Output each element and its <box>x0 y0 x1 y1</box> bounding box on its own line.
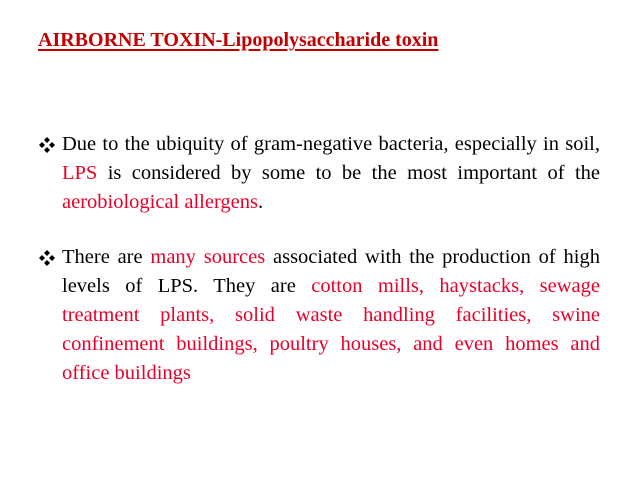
title-subject: Lipopolysaccharide toxin <box>222 29 439 51</box>
slide-title <box>38 29 438 52</box>
bullet-text: is considered by some to be the most important of the <box>97 162 600 184</box>
bullet-highlight: many sources <box>150 246 266 268</box>
four-diamond-bullet-icon <box>38 243 60 272</box>
title-prefix: AIRBORNE TOXIN- <box>38 29 223 51</box>
four-diamond-bullet-icon <box>38 130 60 159</box>
bullet-text: Due to the ubiquity of gram-negative bacteria, especially in soil, <box>62 133 600 155</box>
bullet-text: . <box>258 191 264 213</box>
bullet-text: There are <box>62 246 151 268</box>
bullet-highlight: cotton mills, haystacks, sewage treatment plants, solid waste handling facilities, swine confinement buildings, poultry houses, and even homes and office buildings <box>62 275 600 384</box>
bullet-list <box>38 130 600 388</box>
bullet-text: associated with the production of high levels of LPS. They are <box>62 246 600 297</box>
bullet-highlight: LPS <box>62 162 98 184</box>
bullet-highlight: aerobiological allergens <box>62 191 259 213</box>
bullet-item <box>38 243 600 388</box>
bullet-item <box>38 130 600 217</box>
